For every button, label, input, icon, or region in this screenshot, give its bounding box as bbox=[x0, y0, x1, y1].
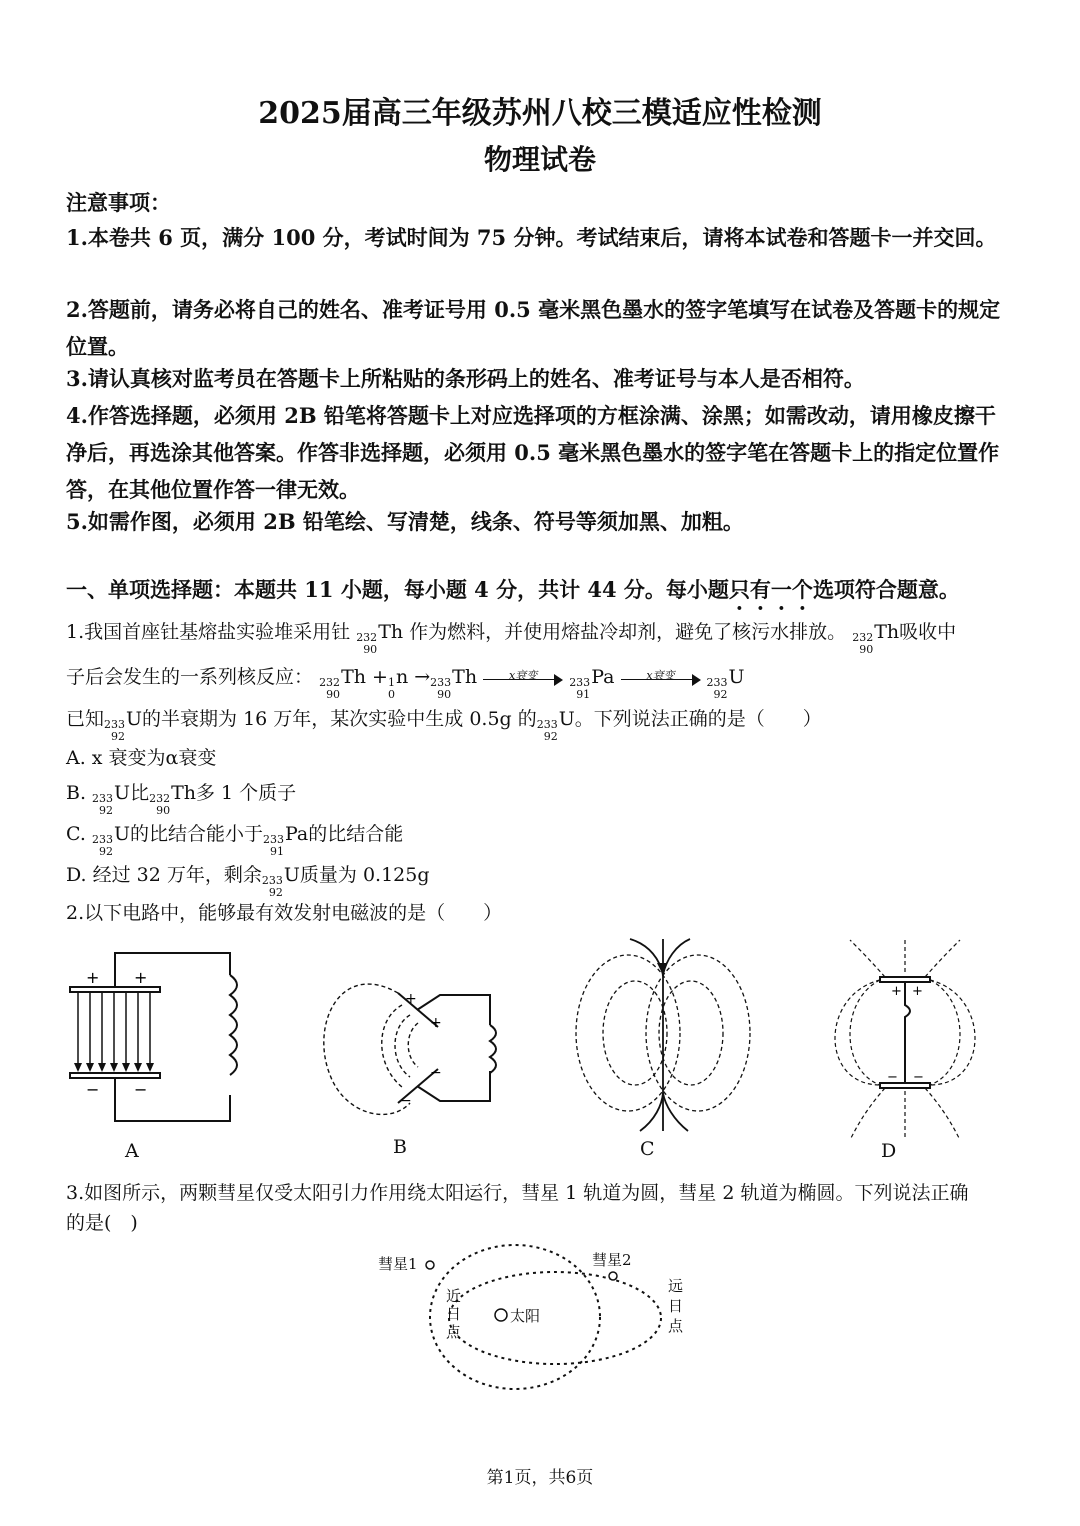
notice-item-2: 2.答题前，请务必将自己的姓名、准考证号用 0.5 毫米黑色墨水的签字笔填写在试卷及答题卡的规定位置。 bbox=[66, 297, 1001, 359]
aphelion-char-2: 日 bbox=[668, 1297, 684, 1315]
circuit-a bbox=[60, 945, 260, 1135]
plus-label: + bbox=[134, 968, 148, 987]
plus-label: + bbox=[891, 984, 902, 999]
q1-option-b: B. 233 92 U比 232 90 Th多 1 个质子 bbox=[66, 782, 297, 817]
perihelion-char-2: 日 bbox=[446, 1305, 462, 1323]
q1-line3: 已知 233 92 U的半衰期为 16 万年，某次实验中生成 0.5g 的 233 92 U。下列说法正确的是（ ） bbox=[66, 708, 822, 743]
section-heading-tail: 选项符合题意。 bbox=[812, 577, 960, 602]
q3-text: 3.如图所示，两颗彗星仅受太阳引力作用绕太阳运行，彗星 1 轨道为圆，彗星 2 轨道为椭圆。下列说法正确 bbox=[66, 1182, 969, 1204]
plus-sign: + bbox=[372, 666, 388, 688]
u233-isotope-2: 233 92 bbox=[536, 718, 558, 743]
plus-label: + bbox=[912, 984, 923, 999]
dipole-antenna-c bbox=[570, 935, 760, 1135]
comet2-dot bbox=[609, 1272, 617, 1280]
q3-text-2: 的是( ) bbox=[66, 1212, 138, 1234]
exam-subtitle: 物理试卷 bbox=[483, 143, 596, 176]
plus-label: + bbox=[86, 968, 100, 987]
notice-item-4: 4.作答选择题，必须用 2B 铅笔将答题卡上对应选择项的方框涂满、涂黑；如需改动，请用橡皮擦干净后，再选涂其他答案。作答非选择题，必须用 0.5 毫米黑色墨水的签字笔在答题卡上的指定位置作答，在其他位置作答一律无效。 bbox=[66, 403, 1000, 502]
section-heading bbox=[66, 574, 1026, 615]
page-footer: 第1页，共6页 bbox=[486, 1468, 594, 1488]
comet-orbits-diagram bbox=[370, 1235, 700, 1395]
q1-option-d: D. 经过 32 万年，剩余 233 92 U质量为 0.125g bbox=[66, 864, 430, 899]
plus-label: + bbox=[430, 1015, 442, 1031]
sun-label: 太阳 bbox=[510, 1307, 541, 1325]
minus-label: − bbox=[913, 1070, 924, 1085]
aphelion-char-3: 点 bbox=[668, 1317, 684, 1335]
th-symbol: Th bbox=[378, 621, 404, 643]
q1-line1 bbox=[66, 617, 1026, 656]
notice-item-3: 3.请认真核对监考员在答题卡上所粘贴的条形码上的姓名、准考证号与本人是否相符。 bbox=[66, 366, 865, 391]
capacitor-field-d bbox=[825, 935, 985, 1145]
reaction-th233: 233 90 bbox=[430, 676, 452, 701]
th232-isotope-2: 232 90 bbox=[852, 631, 874, 656]
notice-item-1: 1.本卷共 6 页，满分 100 分，考试时间为 75 分钟。考试结束后，请将本试卷和答题卡一并交回。 bbox=[66, 225, 997, 250]
th232-isotope: 232 90 bbox=[356, 631, 378, 656]
decay-arrow-1: x衰变 bbox=[483, 671, 563, 685]
perihelion-char-1: 近 bbox=[446, 1287, 462, 1305]
reaction-th232: 232 90 bbox=[319, 676, 341, 701]
q1-text: 1.我国首座钍基熔盐实验堆采用钍 bbox=[66, 621, 351, 643]
minus-label: − bbox=[86, 1080, 100, 1099]
q1-option-a: A. x 衰变为α衰变 bbox=[66, 747, 217, 769]
q2-text: 2.以下电路中，能够最有效发射电磁波的是（ ） bbox=[66, 902, 503, 924]
q1-reaction-line: 子后会发生的一系列核反应： 232 90 Th + 1 0 n → 233 90 Th x衰变 233 91 Pa x衰变 233 92 U bbox=[66, 666, 745, 701]
section-heading-emphasis: 只有一个 bbox=[728, 577, 813, 602]
reaction-pa233: 233 91 bbox=[569, 676, 591, 701]
notice-item-5: 5.如需作图，必须用 2B 铅笔绘、写清楚，线条、符号等须加黑、加粗。 bbox=[66, 509, 744, 534]
decay-arrow-2: x衰变 bbox=[621, 671, 701, 685]
diagram-label-a: A bbox=[125, 1140, 139, 1162]
q1-option-c: C. 233 92 U的比结合能小于 233 91 Pa的比结合能 bbox=[66, 823, 404, 858]
q1-text2: 作为燃料，并使用熔盐冷却剂，避免了核污水排放。 bbox=[409, 621, 847, 643]
exam-title: 2025届高三年级苏州八校三模适应性检测 bbox=[258, 96, 822, 131]
th-symbol-2: Th bbox=[874, 621, 900, 643]
comet2-orbit bbox=[449, 1272, 661, 1364]
section-heading-text: 一、单项选择题：本题共 11 小题，每小题 4 分，共计 44 分。每小题 bbox=[66, 577, 729, 602]
circuit-b bbox=[320, 965, 510, 1125]
u233-isotope: 233 92 bbox=[104, 718, 126, 743]
minus-label: − bbox=[887, 1070, 898, 1085]
diagram-label-c: C bbox=[640, 1138, 655, 1160]
diagram-label-b: B bbox=[393, 1136, 407, 1158]
minus-label: − bbox=[400, 1093, 412, 1109]
sun-icon bbox=[495, 1309, 507, 1321]
q1-text4: 子后会发生的一系列核反应： bbox=[66, 666, 314, 688]
plus-label: + bbox=[405, 991, 417, 1007]
q1-text3: 吸收中 bbox=[899, 621, 957, 643]
minus-label: − bbox=[134, 1080, 148, 1099]
notice-heading: 注意事项： bbox=[66, 190, 171, 215]
comet2-label: 彗星2 bbox=[592, 1251, 632, 1269]
comet1-dot bbox=[426, 1261, 434, 1269]
reaction-u233: 233 92 bbox=[706, 676, 728, 701]
comet1-label: 彗星1 bbox=[378, 1255, 418, 1273]
diagram-label-d: D bbox=[881, 1140, 897, 1162]
neutron-isotope: 1 0 bbox=[387, 676, 395, 701]
perihelion-char-3: 点 bbox=[446, 1323, 462, 1341]
reaction-arrow: → bbox=[414, 666, 431, 688]
minus-label: − bbox=[430, 1065, 442, 1081]
aphelion-char-1: 远 bbox=[668, 1277, 684, 1295]
